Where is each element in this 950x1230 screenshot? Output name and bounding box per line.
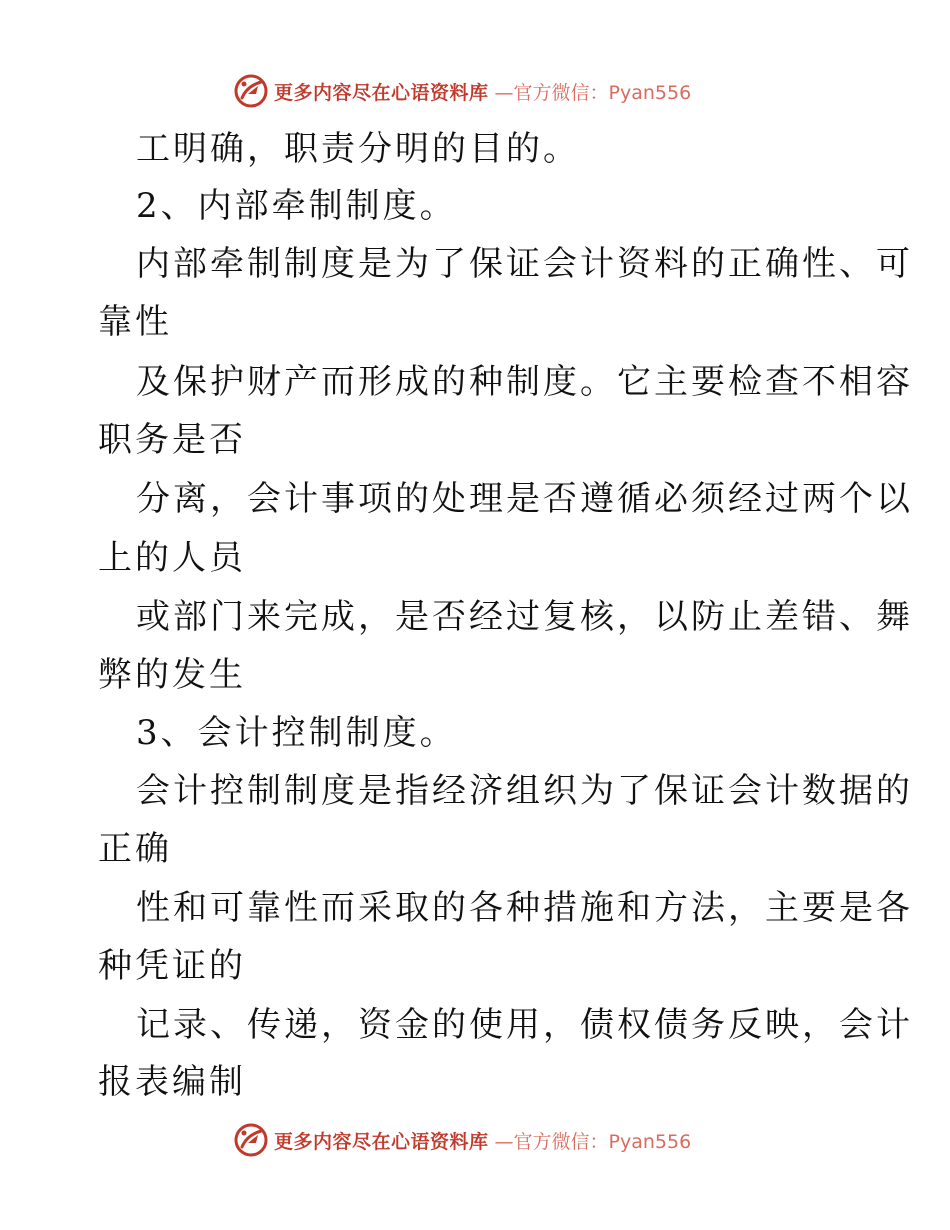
text-line: 内部牵制制度是为了保证会计资料的正确性、可 bbox=[136, 244, 913, 284]
section-heading: 2、内部牵制制度。 bbox=[136, 186, 457, 226]
banner-wechat: —官方微信：Pyan556 bbox=[494, 81, 692, 104]
footer-banner bbox=[234, 1120, 691, 1160]
text-line: 分离，会计事项的处理是否遵循必须经过两个以 bbox=[136, 479, 913, 519]
text-line: 弊的发生 bbox=[98, 655, 246, 695]
header-banner bbox=[234, 71, 691, 111]
text-line: 种凭证的 bbox=[98, 946, 246, 986]
text-line: 或部门来完成，是否经过复核，以防止差错、舞 bbox=[136, 597, 913, 637]
banner-title: 更多内容尽在心语资料库 bbox=[274, 1130, 489, 1153]
text-line: 会计控制制度是指经济组织为了保证会计数据的 bbox=[136, 771, 913, 811]
section-heading: 3、会计控制制度。 bbox=[136, 713, 457, 753]
text-line: 性和可靠性而采取的各种措施和方法，主要是各 bbox=[136, 888, 913, 928]
text-line: 靠性 bbox=[98, 302, 172, 342]
text-line: 职务是否 bbox=[98, 420, 246, 460]
text-line: 正确 bbox=[98, 829, 172, 869]
text-line: 报表编制 bbox=[98, 1062, 246, 1102]
text-line: 工明确，职责分明的目的。 bbox=[136, 129, 580, 169]
brand-logo-icon bbox=[234, 1123, 268, 1157]
brand-logo-icon bbox=[234, 74, 268, 108]
banner-wechat: —官方微信：Pyan556 bbox=[494, 1130, 692, 1153]
text-line: 上的人员 bbox=[98, 538, 246, 578]
text-line: 及保护财产而形成的种制度。它主要检查不相容 bbox=[136, 362, 913, 402]
text-line: 记录、传递，资金的使用，债权债务反映，会计 bbox=[136, 1005, 913, 1045]
banner-title: 更多内容尽在心语资料库 bbox=[274, 81, 489, 104]
